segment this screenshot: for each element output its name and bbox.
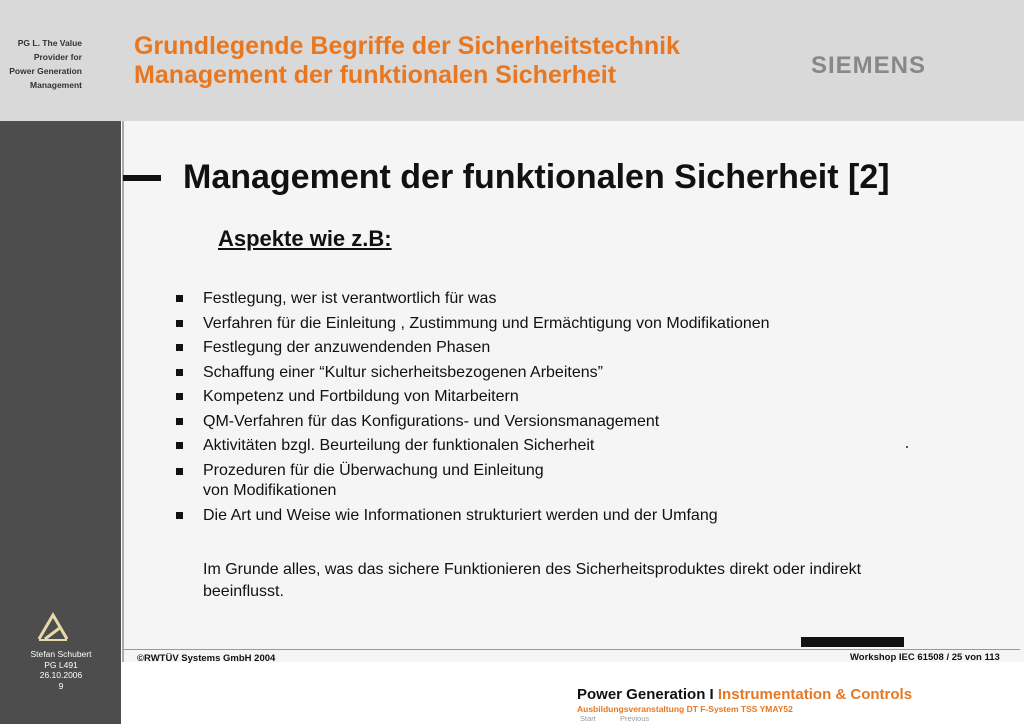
slide-divider bbox=[124, 649, 1020, 650]
title-line-2: Management der funktionalen Sicherheit bbox=[134, 61, 617, 89]
list-item bbox=[170, 459, 770, 504]
bullet-icon bbox=[176, 320, 183, 327]
siemens-logo: SIEMENS bbox=[811, 52, 927, 79]
list-item-text: Verfahren für die Einleitung , Zustimmung und Ermächtigung von Modifikationen bbox=[203, 314, 770, 332]
org-line: PG L. The Value bbox=[17, 38, 82, 48]
scan-speck bbox=[906, 446, 908, 448]
list-item-text: Kompetenz und Fortbildung von Mitarbeitern bbox=[203, 388, 519, 405]
page-number: 9 bbox=[58, 680, 64, 691]
list-item bbox=[170, 287, 770, 312]
footer-unit: Instrumentation & Controls bbox=[717, 686, 913, 703]
list-item-text-continued: von Modifikationen bbox=[203, 482, 337, 499]
summary-text bbox=[203, 559, 861, 603]
title-line-1: Grundlegende Begriffe der Sicherheitstechnik bbox=[134, 32, 680, 60]
org-line: Management bbox=[30, 80, 82, 90]
slide-page-ref: Workshop IEC 61508 / 25 von 113 bbox=[850, 652, 1000, 663]
footer-division: Power Generation bbox=[577, 686, 706, 703]
bullet-icon bbox=[176, 442, 183, 449]
bullet-list bbox=[170, 287, 770, 528]
author-info bbox=[0, 649, 122, 691]
list-item bbox=[170, 361, 770, 386]
list-item-text: Schaffung einer “Kultur sicherheitsbezogenen Arbeitens” bbox=[203, 363, 603, 381]
bullet-icon bbox=[176, 393, 183, 400]
list-item-text: QM-Verfahren für das Konfigurations- und Versionsmanagement bbox=[203, 412, 660, 430]
list-item-text: Prozeduren für die Überwachung und Einleitung bbox=[203, 461, 544, 479]
redaction-bar bbox=[801, 637, 904, 647]
footer-title bbox=[577, 686, 912, 703]
nav-start-link[interactable]: Start bbox=[580, 714, 596, 723]
list-item bbox=[170, 385, 770, 410]
author-dept: PG L491 bbox=[44, 659, 78, 670]
org-label bbox=[9, 36, 82, 92]
nav-previous-link[interactable]: Previous bbox=[619, 714, 650, 723]
list-item bbox=[170, 336, 770, 361]
page-title bbox=[134, 32, 680, 90]
list-item-text: Festlegung, wer ist verantwortlich für was bbox=[203, 290, 497, 307]
bullet-icon bbox=[176, 512, 183, 519]
slide-subheading: Aspekte wie z.B: bbox=[218, 226, 392, 251]
summary-line-1: Im Grunde alles, was das sichere Funktionieren des Sicherheitsproduktes direkt oder indirekt bbox=[203, 561, 862, 578]
list-item bbox=[170, 312, 770, 337]
list-item bbox=[170, 410, 770, 435]
author-name: Stefan Schubert bbox=[30, 649, 92, 659]
slide-heading: Management der funktionalen Sicherheit [2] bbox=[183, 158, 890, 196]
footer-separator: I bbox=[709, 686, 714, 703]
bullet-icon bbox=[176, 418, 183, 425]
list-item-text: Festlegung der anzuwendenden Phasen bbox=[203, 339, 491, 356]
list-item-text: Aktivitäten bzgl. Beurteilung der funktionalen Sicherheit bbox=[203, 437, 595, 454]
org-line: Power Generation bbox=[9, 66, 82, 76]
company-logo-icon bbox=[36, 612, 70, 642]
bullet-icon bbox=[176, 369, 183, 376]
list-item bbox=[170, 434, 770, 459]
list-item bbox=[170, 504, 770, 529]
bullet-icon bbox=[176, 295, 183, 302]
summary-line-2: beeinflusst. bbox=[203, 583, 284, 600]
bullet-icon bbox=[176, 468, 183, 475]
bullet-icon bbox=[176, 344, 183, 351]
presentation-date: 26.10.2006 bbox=[39, 670, 83, 680]
dash-mark bbox=[123, 175, 161, 181]
list-item-text: Die Art und Weise wie Informationen strukturiert werden und der Umfang bbox=[203, 506, 718, 524]
slide-copyright: ©RWTÜV Systems GmbH 2004 bbox=[137, 653, 276, 664]
footer-subline: Ausbildungsveranstaltung DT F-System TSS YMAY52 bbox=[577, 704, 793, 714]
org-line: Provider for bbox=[33, 52, 82, 62]
slide-nav bbox=[580, 714, 671, 723]
